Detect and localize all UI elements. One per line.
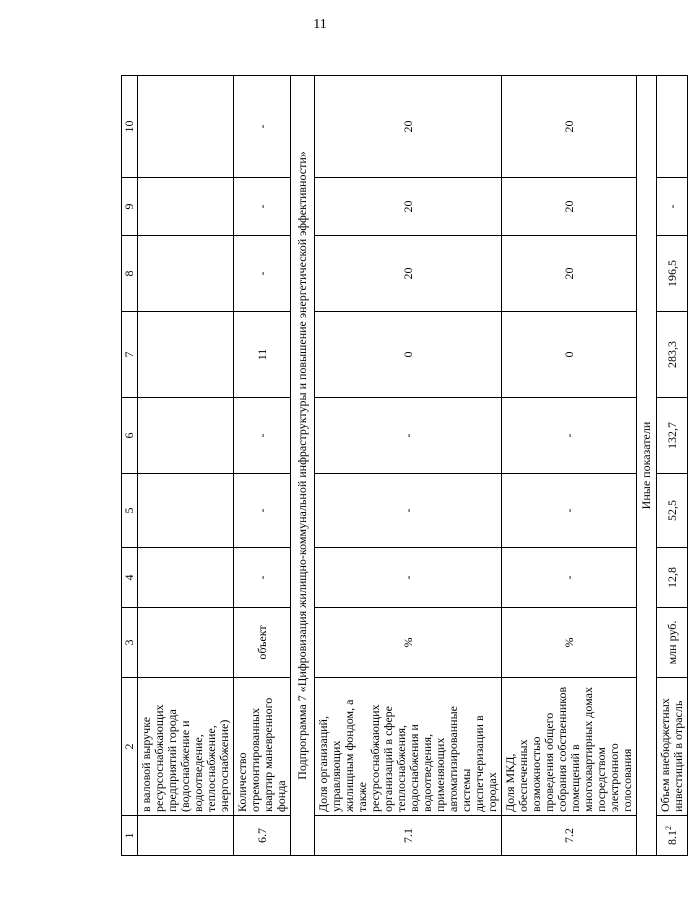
cell-value [138, 474, 234, 548]
column-header: 5 [122, 474, 138, 548]
column-header: 2 [122, 678, 138, 816]
cell-value [138, 398, 234, 474]
cell-value: 12,8 [657, 548, 688, 608]
cell-unit: % [502, 608, 637, 678]
section-row [637, 76, 657, 856]
page-number: 11 [313, 17, 327, 32]
cell-value: - [315, 398, 502, 474]
cell-value: - [234, 474, 291, 548]
row-number: 6.7 [234, 816, 291, 856]
column-header: 10 [122, 76, 138, 178]
section-title: Иные показатели [637, 76, 657, 856]
table-row [657, 76, 688, 856]
cell-value: 0 [502, 312, 637, 398]
cell-value: 20 [315, 178, 502, 236]
table-row [138, 76, 234, 856]
cell-value: 20 [315, 236, 502, 312]
table-header-row [122, 76, 138, 856]
cell-value: - [315, 474, 502, 548]
row-number-text: 8.1 [664, 830, 679, 845]
table-row [315, 76, 502, 856]
row-number: 7.1 [315, 816, 502, 856]
cell-value: - [502, 548, 637, 608]
cell-unit: млн руб. [657, 608, 688, 678]
column-header: 3 [122, 608, 138, 678]
cell-value [138, 76, 234, 178]
subprogram-title: Подпрограмма 7 «Цифровизация жилищно-коммунальной инфраструктуры и повышение энергетической эффективности» [291, 76, 315, 856]
cell-value: 283,3 [657, 312, 688, 398]
cell-value: - [234, 76, 291, 178]
cell-value: - [234, 548, 291, 608]
cell-value [138, 312, 234, 398]
subprogram-row [291, 76, 315, 856]
cell-unit: % [315, 608, 502, 678]
cell-value: 11 [234, 312, 291, 398]
cell-value: 20 [315, 76, 502, 178]
cell-value: - [234, 398, 291, 474]
table-row [502, 76, 637, 856]
cell-value: 132,7 [657, 398, 688, 474]
cell-value: 20 [502, 178, 637, 236]
cell-value [138, 548, 234, 608]
row-number: 7.2 [502, 816, 637, 856]
cell-unit: объект [234, 608, 291, 678]
cell-value [138, 178, 234, 236]
cell-value: 52,5 [657, 474, 688, 548]
cell-value: - [657, 178, 688, 236]
cell-value: - [502, 398, 637, 474]
cell-value: - [234, 178, 291, 236]
cell-value: 20 [502, 236, 637, 312]
cell-value: - [502, 474, 637, 548]
cell-value [657, 76, 688, 178]
indicator-name: Количество отремонтированных квартир маневренного фонда [234, 678, 291, 816]
indicator-name: Объем внебюджетных инвестиций в отрасль [657, 678, 688, 816]
column-header: 9 [122, 178, 138, 236]
indicator-name: в валовой выручке ресурсоснабжающих предприятий города (водоснабжение и водоотведение, теплоснабжение, энергоснабжение) [138, 678, 234, 816]
indicators-table [121, 75, 688, 856]
indicator-name: Доля организаций, управляющих жилищным фондом, а также ресурсоснабжающих организаций в сфере теплоснабжения, водоснабжения и водоотведения, применяющих автоматизированные системы диспетчеризации в городах [315, 678, 502, 816]
rotated-table-wrapper [121, 76, 685, 856]
row-number [657, 816, 688, 856]
indicator-name: Доля МКД, обеспеченных возможностью проведения общего собрания собственников помещений в многоквартирных домах посредством электронного голосования [502, 678, 637, 816]
cell-unit [138, 608, 234, 678]
column-header: 1 [122, 816, 138, 856]
cell-value: 20 [502, 76, 637, 178]
cell-value: - [234, 236, 291, 312]
column-header: 4 [122, 548, 138, 608]
cell-value: 196,5 [657, 236, 688, 312]
cell-value: 0 [315, 312, 502, 398]
table-row [234, 76, 291, 856]
column-header: 8 [122, 236, 138, 312]
footnote-mark: 2 [663, 826, 673, 830]
cell-value: - [315, 548, 502, 608]
row-number [138, 816, 234, 856]
column-header: 6 [122, 398, 138, 474]
cell-value [138, 236, 234, 312]
column-header: 7 [122, 312, 138, 398]
